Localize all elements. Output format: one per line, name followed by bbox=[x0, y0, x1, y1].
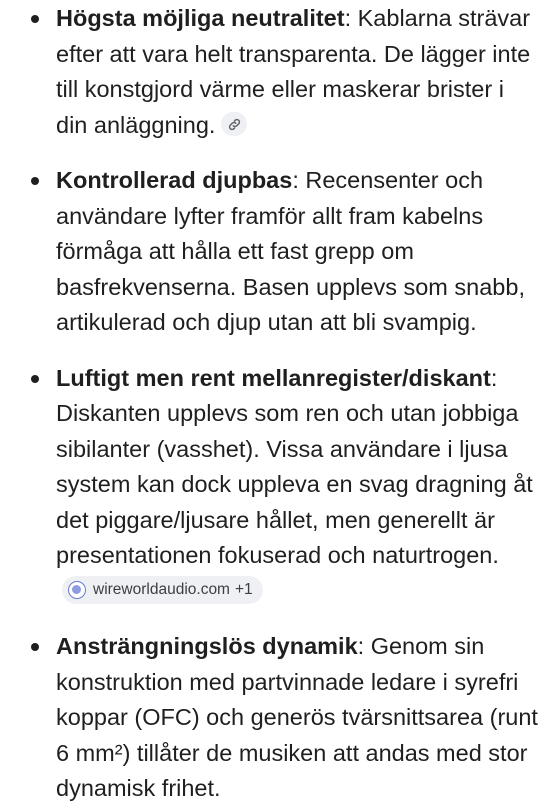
bullet-dot bbox=[31, 15, 39, 23]
item-title: Luftigt men rent mellanregister/diskant bbox=[56, 364, 491, 391]
item-text: : Genom sin konstruktion med partvinnade ledare i syrefri koppar (OFC) och generös tvärsnittsarea (runt 6 mm²) tillåter de musiken att andas med stor dynamisk frihet. bbox=[56, 633, 538, 801]
wireworld-favicon-icon bbox=[68, 581, 86, 599]
list-item-neutrality bbox=[0, 1, 557, 143]
item-text: : Recensenter och användare lyfter framför allt fram kabelns förmåga att hålla ett fast grepp om basfrekvenserna. Basen upplevs som snabb, artikulerad och djup utan att bli svampig. bbox=[56, 167, 525, 335]
item-title: Ansträngningslös dynamik bbox=[56, 633, 358, 659]
source-domain: wireworldaudio.com bbox=[93, 581, 230, 599]
list-item-treble bbox=[0, 361, 557, 610]
item-text: : Kablarna strävar efter att vara helt transparenta. De lägger inte till konstgjord värme eller maskerar brister i din anläggning. bbox=[56, 5, 531, 138]
source-chip[interactable] bbox=[62, 576, 263, 604]
list-item-dynamics bbox=[0, 629, 557, 807]
item-title: Kontrollerad djupbas bbox=[56, 167, 293, 193]
source-extra-count: +1 bbox=[234, 581, 253, 599]
bullet-dot bbox=[31, 375, 39, 383]
item-title: Högsta möjliga neutralitet bbox=[56, 5, 345, 31]
bullet-dot bbox=[31, 177, 39, 185]
bullet-list bbox=[0, 1, 557, 807]
list-item-bass bbox=[0, 163, 557, 341]
item-text: : Diskanten upplevs som ren och utan jobbiga sibilanter (vasshet). Vissa användare i ljusa system kan dock uppleva en svag dragning åt det piggare/ljusare hållet, men generellt är presentationen fokuserad och naturtrogen. bbox=[56, 364, 533, 568]
link-icon[interactable] bbox=[221, 112, 247, 136]
bullet-dot bbox=[31, 643, 39, 651]
